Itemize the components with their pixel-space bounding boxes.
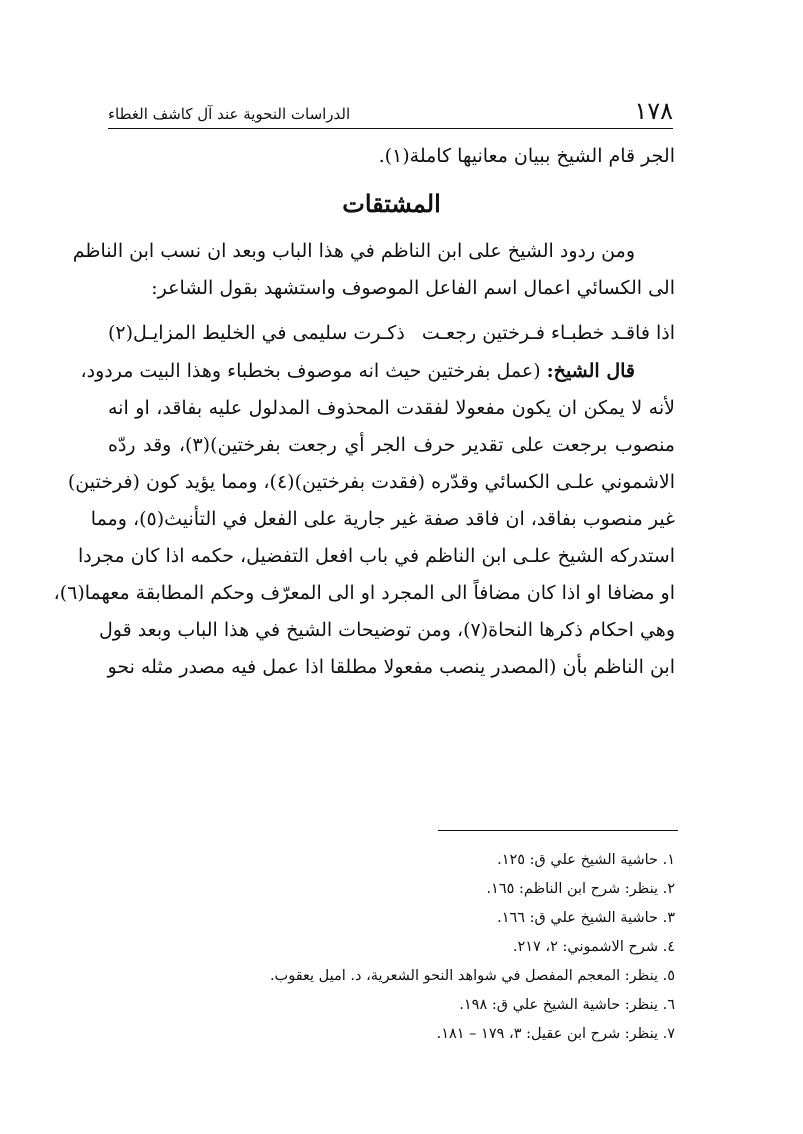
verse-hemistich-second: ذكـرت سليمى في الخليط المزايـل(٢) bbox=[108, 322, 405, 344]
footnote-item: ٥. ينظر: المعجم المفصل في شواهد النحو الشعرية، د. اميل يعقوب. bbox=[269, 968, 675, 984]
verse-hemistich-first: اذا فاقـد خطبـاء فـرختين رجعـت bbox=[421, 322, 675, 344]
paragraph-line: لأنه لا يمكن ان يكون مفعولا لفقدت المحذوف المدلول عليه بفاقد، او انه bbox=[108, 397, 675, 419]
footnote-item: ٣. حاشية الشيخ علي ق: ١٦٦. bbox=[497, 910, 675, 926]
footnote-item: ١. حاشية الشيخ علي ق: ١٢٥. bbox=[497, 852, 675, 868]
paragraph-line: استدركه الشيخ علـى ابن الناظم في باب افعل التفضيل، حكمه اذا كان مجردا bbox=[77, 545, 675, 567]
footnote-item: ٧. ينظر: شرح ابن عقيل: ٣، ١٧٩ – ١٨١. bbox=[436, 1026, 675, 1042]
body-text bbox=[53, 138, 675, 686]
quote-start: (عمل بفرختين حيث انه موصوف بخطباء وهذا البيت مردود، bbox=[80, 360, 547, 382]
paragraph-line: الجر قام الشيخ ببيان معانيها كاملة(١). bbox=[378, 145, 675, 167]
running-title: الدراسات النحوية عند آل كاشف الغطاء bbox=[108, 105, 351, 123]
footnotes bbox=[200, 846, 675, 1049]
paragraph-line: ابن الناظم بأن (المصدر ينصب مفعولا مطلقا اذا عمل فيه مصدر مثله نحو bbox=[107, 656, 675, 678]
poetry-verse bbox=[108, 313, 675, 353]
paragraph-line: الاشموني علـى الكسائي وقدّره (فقدت بفرختين)(٤)، ومما يؤيد كون (فرختين) bbox=[67, 471, 675, 493]
paragraph-line: وهي احكام ذكرها النحاة(٧)، ومن توضيحات الشيخ في هذا الباب وبعد قول bbox=[98, 619, 675, 641]
paragraph-line: منصوب برجعت على تقدير حرف الجر أي رجعت بفرختين)(٣)، وقد ردّه bbox=[108, 434, 675, 456]
page-header bbox=[108, 88, 673, 129]
page-number: ١٧٨ bbox=[634, 97, 673, 125]
paragraph-line: الى الكسائي اعمال اسم الفاعل الموصوف واستشهد بقول الشاعر: bbox=[151, 277, 675, 299]
footnote-item: ٤. شرح الاشموني: ٢، ٢١٧. bbox=[512, 939, 675, 955]
paragraph-line: غير منصوب بفاقد، ان فاقد صفة غير جارية على الفعل في التأنيث(٥)، ومما bbox=[90, 508, 675, 530]
footnote-item: ٦. ينظر: حاشية الشيخ علي ق: ١٩٨. bbox=[459, 997, 675, 1013]
footnote-item: ٢. ينظر: شرح ابن الناظم: ١٦٥. bbox=[486, 881, 675, 897]
paragraph-line: او مضافا او اذا كان مضافاً الى المجرد او الى المعرّف وحكم المطابقة معهما(٦)، bbox=[53, 582, 675, 604]
paragraph-line: ومن ردود الشيخ على ابن الناظم في هذا الباب وبعد ان نسب ابن الناظم bbox=[72, 240, 635, 262]
paragraph-line bbox=[80, 353, 675, 390]
speaker-label: قال الشيخ: bbox=[546, 360, 635, 382]
section-heading: المشتقات bbox=[342, 189, 441, 218]
footnote-divider bbox=[438, 830, 678, 831]
